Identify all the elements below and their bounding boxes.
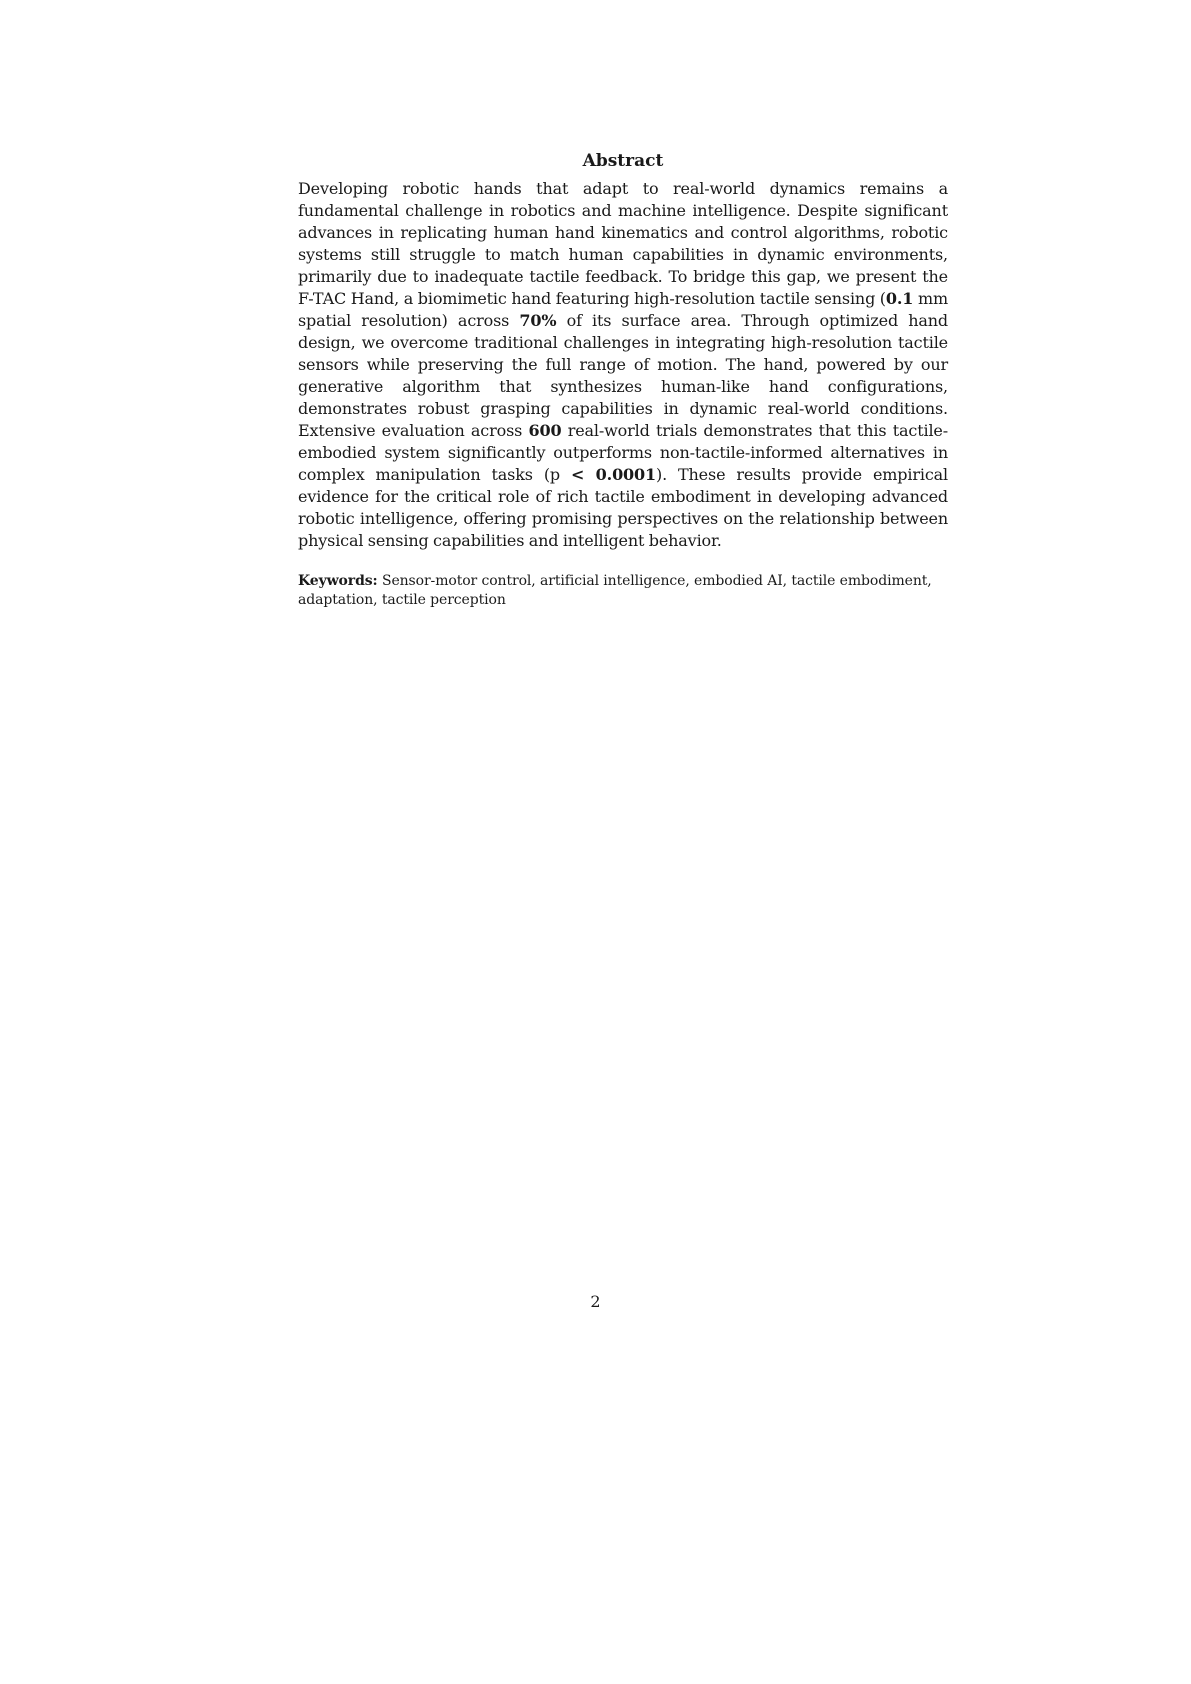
keywords-label: Keywords:: [298, 573, 378, 589]
abstract-bold-value: 600: [528, 421, 562, 440]
abstract-text-segment: ). These results provide empirical evidence for the critical role of rich tactile embodiment in developing advanced robotic intelligence, offering promising perspectives on the relationship between physical sensing capabilities and intelligent behavior.: [298, 465, 948, 550]
abstract-section: [298, 150, 948, 610]
abstract-text-segment: of its surface area. Through optimized hand design, we overcome traditional challenges in integrating high-resolution tactile sensors while preserving the full range of motion. The hand, powered by our generative algorithm that synthesizes human-like hand configurations, demonstrates robust grasping capabilities in dynamic real-world conditions. Extensive evaluation across: [298, 311, 948, 440]
abstract-body: [298, 178, 948, 552]
keywords: [298, 572, 948, 610]
abstract-text-segment: Developing robotic hands that adapt to real-world dynamics remains a fundamental challenge in robotics and machine intelligence. Despite significant advances in replicating human hand kinematics and control algorithms, robotic systems still struggle to match human capabilities in dynamic environments, primarily due to inadequate tactile feedback. To bridge this gap, we present the F-TAC Hand, a biomimetic hand featuring high-resolution tactile sensing (: [298, 179, 948, 308]
abstract-heading: Abstract: [582, 151, 664, 171]
keywords-text: Sensor-motor control, artificial intelligence, embodied AI, tactile embodiment, adaptation, tactile perception: [298, 573, 932, 608]
abstract-bold-value: 0.1: [885, 289, 914, 308]
abstract-bold-value: < 0.0001: [570, 465, 657, 484]
abstract-bold-value: 70%: [519, 311, 557, 330]
page-number: 2: [590, 1292, 601, 1311]
abstract-text-segment: real-world trials demonstrates that this tactile-embodied system significantly outperforms non-tactile-informed alternatives in complex manipulation tasks (p: [298, 421, 948, 484]
abstract-text-segment: mm spatial resolution) across: [298, 289, 948, 330]
